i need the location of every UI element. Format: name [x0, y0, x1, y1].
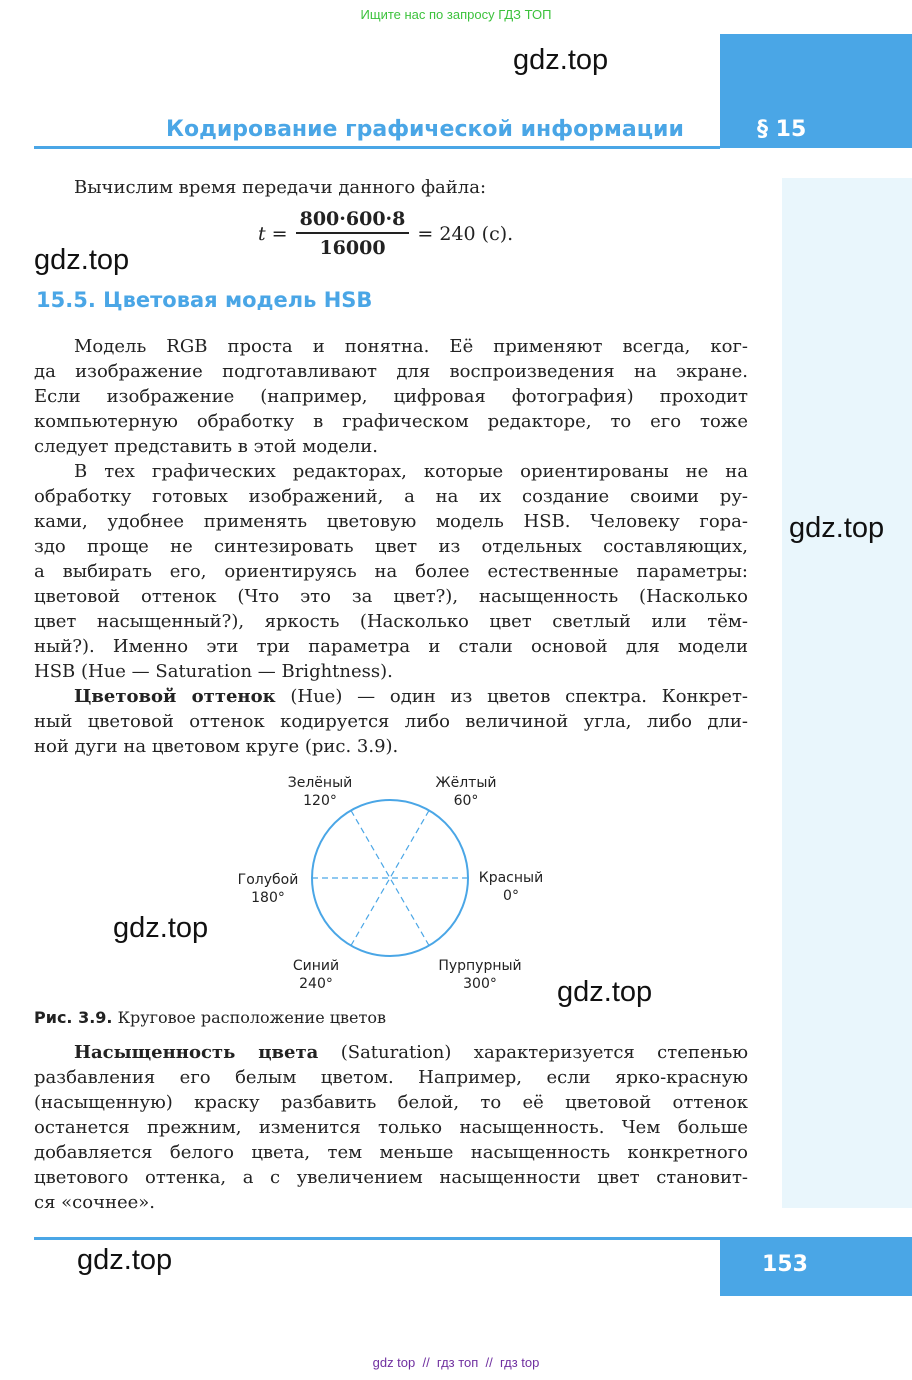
side-panel — [782, 178, 912, 1208]
paragraph-2: В тех графических редакторах, которые ориентированы не на обработку готовых изображений, а на их создание своими ру- ками, удобнее применять цветовую модель HSB. Человеку гора- здо проще не синтезировать цвет из отдельных составляющих, а выбирать его, ориентируясь на более естественные параметры: цветовой оттенок (Что это за цвет?), насыщенность (Насколько цвет насыщенный?), яркость (Насколько цвет светлый или тём- ный?). Именно эти три параметра и стали основой для модели HSB (Hue — Saturation — Brightness). — [34, 461, 748, 682]
label-magenta: Пурпурный 300° — [438, 958, 522, 992]
formula — [258, 208, 513, 259]
section-tab — [720, 34, 912, 148]
section-number: § 15 — [757, 117, 807, 142]
paragraph-1: Модель RGB проста и понятна. Её применяют всегда, ког- да изображение подготавливают для воспроизведения на экране. Если изображение (например, цифровая фотография) проходит компьютерную обработку в графическом редакторе, то его тоже следует представить в этой модели. — [34, 336, 748, 457]
figure-caption-label: Рис. 3.9. — [34, 1008, 113, 1027]
term-hue: Цветовой оттенок — [74, 686, 276, 707]
page-number-tab — [720, 1237, 912, 1296]
formula-lhs: t = — [258, 222, 288, 245]
bottom-banner: gdz top // гдз топ // гдз top — [372, 1355, 540, 1370]
formula-fraction — [296, 208, 410, 259]
paragraph-3: Цветовой оттенок (Hue) — один из цветов спектра. Конкрет- ный цветовой оттенок кодируется либо величиной угла, либо дли- ной дуги на цветовом круге (рис. 3.9). — [34, 686, 749, 757]
label-cyan: Голубой 180° — [237, 872, 299, 906]
watermark-left: gdz.top — [34, 244, 130, 276]
formula-denominator: 16000 — [319, 237, 386, 259]
watermark-header: gdz.top — [513, 44, 609, 76]
paragraph-4: Насыщенность цвета (Saturation) характеризуется степенью разбавления его белым цветом. Например, если ярко-красную (насыщенную) краску разбавить белой, то её цветовой оттенок останется прежним, изменится только насыщенность. Чем больше добавляется белого цвета, тем меньше насыщенность конкретного цветового оттенка, а с увеличением насыщенности цвет становит- ся «сочнее». — [34, 1042, 748, 1213]
top-banner: Ищите нас по запросу ГДЗ ТОП — [360, 7, 552, 22]
formula-rhs: = 240 (с). — [417, 222, 514, 245]
figure-caption-text: Круговое расположение цветов — [112, 1008, 386, 1027]
label-blue: Синий 240° — [292, 958, 340, 992]
intro-line: Вычислим время передачи данного файла: — [74, 177, 487, 198]
label-green: Зелёный 120° — [287, 775, 353, 809]
hue-circle-diagram — [220, 770, 580, 1000]
footer-rule — [34, 1237, 720, 1240]
section-heading: 15.5. Цветовая модель HSB — [36, 288, 373, 312]
watermark-side: gdz.top — [789, 512, 885, 544]
formula-numerator: 800·600·8 — [296, 208, 410, 234]
watermark-diagram-right: gdz.top — [557, 976, 653, 1008]
watermark-diagram-left: gdz.top — [113, 912, 209, 944]
label-yellow: Жёлтый 60° — [435, 775, 497, 809]
chapter-title: Кодирование графической информации — [166, 117, 684, 142]
label-red: Красный 0° — [478, 870, 544, 904]
watermark-footer: gdz.top — [77, 1244, 173, 1276]
header-rule — [34, 146, 720, 149]
page-number: 153 — [762, 1252, 808, 1277]
figure-caption — [34, 1008, 386, 1027]
term-saturation: Насыщенность цвета — [74, 1042, 319, 1063]
